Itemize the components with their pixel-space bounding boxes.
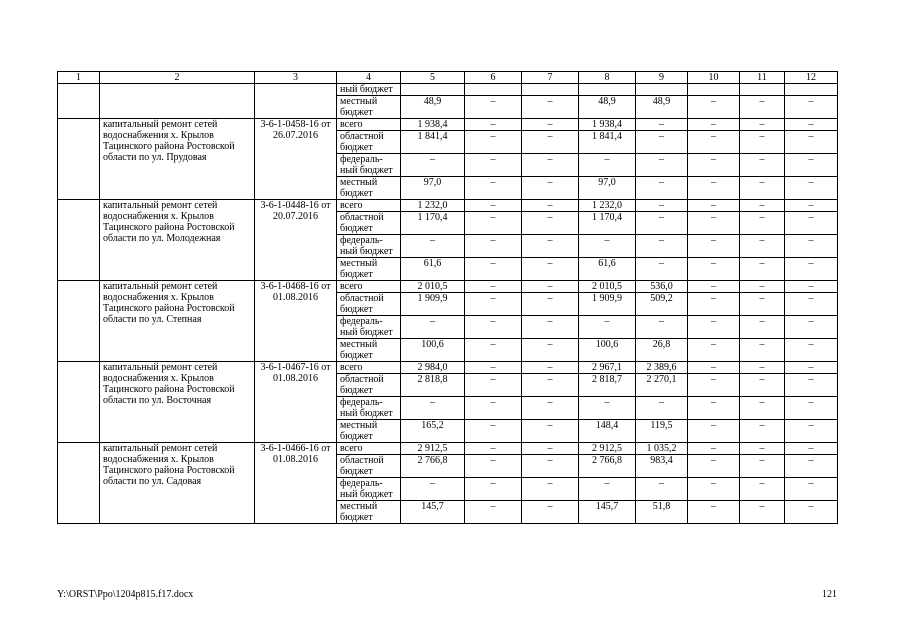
table-cell: – [688, 154, 740, 177]
table-cell: – [579, 316, 636, 339]
table-cell: – [522, 501, 579, 524]
table-cell: – [688, 362, 740, 374]
table-cell: 2 818,8 [401, 374, 465, 397]
table-cell: 119,5 [636, 420, 688, 443]
table-cell: местный бюджет [337, 96, 401, 119]
table-cell: – [785, 316, 838, 339]
table-cell: – [465, 212, 522, 235]
table-cell: – [740, 235, 785, 258]
table-cell [100, 84, 255, 119]
table-cell: – [785, 119, 838, 131]
table-cell: – [465, 455, 522, 478]
object-name-cell: капитальный ремонт сетей водоснабжения х. Крылов Тацинского района Ростовской области по ул. Прудовая [100, 119, 255, 200]
table-cell: 2 912,5 [579, 443, 636, 455]
table-cell: – [785, 96, 838, 119]
document-number-cell: 3-6-1-0468-16 от 01.08.2016 [255, 281, 337, 362]
table-cell: – [522, 200, 579, 212]
table-row [58, 281, 838, 293]
table-cell [740, 84, 785, 96]
table-cell: – [401, 154, 465, 177]
funding-source-cell: областной бюджет [337, 374, 401, 397]
funding-source-cell: федераль-ный бюджет [337, 316, 401, 339]
object-name-cell: капитальный ремонт сетей водоснабжения х. Крылов Тацинского района Ростовской области по ул. Молодежная [100, 200, 255, 281]
table-cell [785, 84, 838, 96]
table-cell: 48,9 [579, 96, 636, 119]
table-cell: – [785, 374, 838, 397]
document-number-cell: 3-6-1-0458-16 от 26.07.2016 [255, 119, 337, 200]
table-cell: – [740, 293, 785, 316]
table-cell: – [579, 235, 636, 258]
table-cell: 2 010,5 [579, 281, 636, 293]
table-cell: – [522, 119, 579, 131]
table-cell [636, 84, 688, 96]
table-cell: 145,7 [401, 501, 465, 524]
table-cell: 61,6 [401, 258, 465, 281]
table-cell: – [740, 119, 785, 131]
table-cell: – [522, 281, 579, 293]
table-cell: – [522, 258, 579, 281]
table-cell: – [465, 420, 522, 443]
table-cell: – [636, 119, 688, 131]
table-cell: – [785, 131, 838, 154]
table-cell: 1 909,9 [579, 293, 636, 316]
document-number-cell: 3-6-1-0448-16 от 20.07.2016 [255, 200, 337, 281]
table-row [58, 119, 838, 131]
funding-source-cell: всего [337, 119, 401, 131]
table-cell: – [465, 316, 522, 339]
table-cell: – [465, 258, 522, 281]
table-cell: – [522, 362, 579, 374]
table-cell: 1 938,4 [401, 119, 465, 131]
column-header-cell: 6 [465, 72, 522, 84]
table-cell: – [401, 235, 465, 258]
column-header-cell: 5 [401, 72, 465, 84]
table-cell: – [522, 293, 579, 316]
table-cell: – [522, 235, 579, 258]
column-header-cell: 7 [522, 72, 579, 84]
funding-source-cell: областной бюджет [337, 212, 401, 235]
table-cell [58, 362, 100, 443]
funding-source-cell: местный бюджет [337, 258, 401, 281]
funding-source-cell: областной бюджет [337, 131, 401, 154]
object-name-cell: капитальный ремонт сетей водоснабжения х. Крылов Тацинского района Ростовской области по ул. Степная [100, 281, 255, 362]
table-cell: – [740, 177, 785, 200]
table-cell [58, 200, 100, 281]
footer-file-path: Y:\ORST\Ppo\1204p815.f17.docx [57, 589, 194, 600]
table-cell: – [636, 258, 688, 281]
table-cell: – [688, 212, 740, 235]
table-cell: 1 232,0 [579, 200, 636, 212]
table-cell: – [636, 397, 688, 420]
funding-source-cell: всего [337, 443, 401, 455]
table-cell: 145,7 [579, 501, 636, 524]
table-cell: – [785, 200, 838, 212]
table-cell: – [465, 177, 522, 200]
table-cell: 1 170,4 [579, 212, 636, 235]
table-cell: 2 010,5 [401, 281, 465, 293]
table-cell: – [579, 397, 636, 420]
table-cell: – [785, 258, 838, 281]
table-cell [58, 119, 100, 200]
funding-source-cell: местный бюджет [337, 501, 401, 524]
table-cell: 61,6 [579, 258, 636, 281]
table-cell: – [688, 281, 740, 293]
table-cell: – [522, 478, 579, 501]
table-cell [58, 84, 100, 119]
document-number-cell: 3-6-1-0467-16 от 01.08.2016 [255, 362, 337, 443]
funding-source-cell: местный бюджет [337, 420, 401, 443]
table-cell: – [688, 293, 740, 316]
table-cell: – [740, 258, 785, 281]
table-cell: 2 984,0 [401, 362, 465, 374]
column-header-cell: 10 [688, 72, 740, 84]
table-cell: – [688, 455, 740, 478]
table-cell: – [688, 235, 740, 258]
table-cell: – [465, 443, 522, 455]
table-cell: – [522, 374, 579, 397]
table-cell: 2 766,8 [579, 455, 636, 478]
table-cell: – [740, 96, 785, 119]
table-cell: – [688, 131, 740, 154]
table-cell: – [740, 443, 785, 455]
table-cell: – [465, 339, 522, 362]
funding-source-cell: местный бюджет [337, 339, 401, 362]
table-cell: – [688, 478, 740, 501]
table-cell: – [465, 96, 522, 119]
table-cell: 1 938,4 [579, 119, 636, 131]
table-body [58, 72, 838, 524]
table-cell: – [740, 397, 785, 420]
table-cell: 1 035,2 [636, 443, 688, 455]
table-cell: – [688, 420, 740, 443]
table-cell: – [688, 258, 740, 281]
budget-table [57, 71, 838, 524]
table-cell: – [465, 478, 522, 501]
table-cell: 2 389,6 [636, 362, 688, 374]
table-cell: – [522, 339, 579, 362]
table-cell: – [740, 281, 785, 293]
table-cell: – [636, 131, 688, 154]
table-cell: – [579, 154, 636, 177]
table-cell: 2 766,8 [401, 455, 465, 478]
table-cell: 1 170,4 [401, 212, 465, 235]
table-cell: – [522, 397, 579, 420]
table-cell: – [688, 501, 740, 524]
table-row [58, 200, 838, 212]
table-cell: – [740, 501, 785, 524]
table-row [58, 84, 838, 96]
table-cell: – [688, 374, 740, 397]
table-cell: 509,2 [636, 293, 688, 316]
table-cell: – [688, 339, 740, 362]
table-cell: 2 818,7 [579, 374, 636, 397]
table-cell: – [740, 362, 785, 374]
table-cell: – [522, 96, 579, 119]
table-cell [255, 84, 337, 119]
table-cell: 100,6 [401, 339, 465, 362]
table-cell: 165,2 [401, 420, 465, 443]
funding-source-cell: местный бюджет [337, 177, 401, 200]
table-cell: – [785, 455, 838, 478]
table-cell [688, 84, 740, 96]
table-cell: – [636, 212, 688, 235]
table-cell: – [579, 478, 636, 501]
table-cell: – [740, 478, 785, 501]
table-cell: – [688, 119, 740, 131]
table-cell: ный бюджет [337, 84, 401, 96]
table-cell: 97,0 [401, 177, 465, 200]
table-cell: – [465, 397, 522, 420]
table-cell: – [401, 397, 465, 420]
page-number: 121 [822, 589, 837, 600]
table-cell: – [401, 478, 465, 501]
table-cell: – [522, 420, 579, 443]
table-cell: – [636, 316, 688, 339]
funding-source-cell: всего [337, 200, 401, 212]
table-cell: – [522, 131, 579, 154]
table-cell [58, 443, 100, 524]
table-cell: – [740, 154, 785, 177]
table-cell: – [465, 281, 522, 293]
table-cell: – [465, 374, 522, 397]
table-cell: – [465, 501, 522, 524]
table-cell: – [636, 235, 688, 258]
table-cell: 1 841,4 [401, 131, 465, 154]
table-cell: 51,8 [636, 501, 688, 524]
funding-source-cell: федераль-ный бюджет [337, 478, 401, 501]
table-cell: – [465, 119, 522, 131]
table-cell: – [636, 478, 688, 501]
funding-source-cell: областной бюджет [337, 293, 401, 316]
table-cell: 97,0 [579, 177, 636, 200]
table-cell: – [785, 293, 838, 316]
table-cell: 2 912,5 [401, 443, 465, 455]
table-cell: – [636, 200, 688, 212]
column-header-cell: 9 [636, 72, 688, 84]
table-cell: – [785, 420, 838, 443]
table-cell: 48,9 [401, 96, 465, 119]
table-cell: – [785, 212, 838, 235]
table-cell: – [688, 177, 740, 200]
funding-source-cell: федераль-ный бюджет [337, 154, 401, 177]
table-cell: – [465, 293, 522, 316]
table-cell: – [688, 443, 740, 455]
table-cell: 2 270,1 [636, 374, 688, 397]
column-header-cell: 11 [740, 72, 785, 84]
table-cell: – [740, 374, 785, 397]
table-cell: – [785, 478, 838, 501]
column-header-cell: 3 [255, 72, 337, 84]
table-cell: – [522, 316, 579, 339]
table-cell: – [522, 177, 579, 200]
table-cell: – [465, 200, 522, 212]
table-cell: – [522, 212, 579, 235]
table-cell: – [465, 235, 522, 258]
column-header-cell: 1 [58, 72, 100, 84]
table-cell: – [740, 339, 785, 362]
table-cell: – [740, 200, 785, 212]
column-number-header [58, 72, 838, 84]
table-cell: – [688, 397, 740, 420]
funding-source-cell: всего [337, 362, 401, 374]
table-row [58, 443, 838, 455]
table-cell: – [785, 362, 838, 374]
table-cell: – [740, 212, 785, 235]
table-cell: – [785, 281, 838, 293]
table-cell: – [465, 154, 522, 177]
table-cell: – [785, 154, 838, 177]
table-cell: – [465, 362, 522, 374]
table-cell: 26,8 [636, 339, 688, 362]
table-cell: 48,9 [636, 96, 688, 119]
table-cell: – [636, 154, 688, 177]
object-name-cell: капитальный ремонт сетей водоснабжения х. Крылов Тацинского района Ростовской области по ул. Восточная [100, 362, 255, 443]
table-cell: – [688, 200, 740, 212]
table-cell: 1 841,4 [579, 131, 636, 154]
funding-source-cell: федераль-ный бюджет [337, 397, 401, 420]
table-cell: – [522, 154, 579, 177]
table-cell: – [688, 96, 740, 119]
table-cell [58, 281, 100, 362]
table-cell: 2 967,1 [579, 362, 636, 374]
table-cell: – [785, 339, 838, 362]
object-name-cell: капитальный ремонт сетей водоснабжения х. Крылов Тацинского района Ростовской области по ул. Садовая [100, 443, 255, 524]
table-cell: 148,4 [579, 420, 636, 443]
table-cell: – [785, 397, 838, 420]
table-cell: – [636, 177, 688, 200]
column-header-cell: 8 [579, 72, 636, 84]
table-cell [401, 84, 465, 96]
table-cell: – [740, 420, 785, 443]
table-cell [465, 84, 522, 96]
funding-source-cell: всего [337, 281, 401, 293]
funding-source-cell: областной бюджет [337, 455, 401, 478]
table-cell: – [522, 455, 579, 478]
table-cell: – [785, 235, 838, 258]
table-cell: – [522, 443, 579, 455]
table-cell: – [785, 443, 838, 455]
table-cell: – [785, 177, 838, 200]
column-header-cell: 12 [785, 72, 838, 84]
document-number-cell: 3-6-1-0466-16 от 01.08.2016 [255, 443, 337, 524]
table-cell: – [740, 131, 785, 154]
table-cell: – [688, 316, 740, 339]
table-row [58, 362, 838, 374]
table-cell: 983,4 [636, 455, 688, 478]
column-header-cell: 2 [100, 72, 255, 84]
table-cell: 100,6 [579, 339, 636, 362]
table-cell: – [785, 501, 838, 524]
table-cell: – [401, 316, 465, 339]
table-cell: 536,0 [636, 281, 688, 293]
table-cell: 1 232,0 [401, 200, 465, 212]
table-cell [579, 84, 636, 96]
column-header-cell: 4 [337, 72, 401, 84]
funding-source-cell: федераль-ный бюджет [337, 235, 401, 258]
table-cell: 1 909,9 [401, 293, 465, 316]
table-cell: – [465, 131, 522, 154]
table-cell: – [740, 316, 785, 339]
table-cell: – [740, 455, 785, 478]
table-cell [522, 84, 579, 96]
